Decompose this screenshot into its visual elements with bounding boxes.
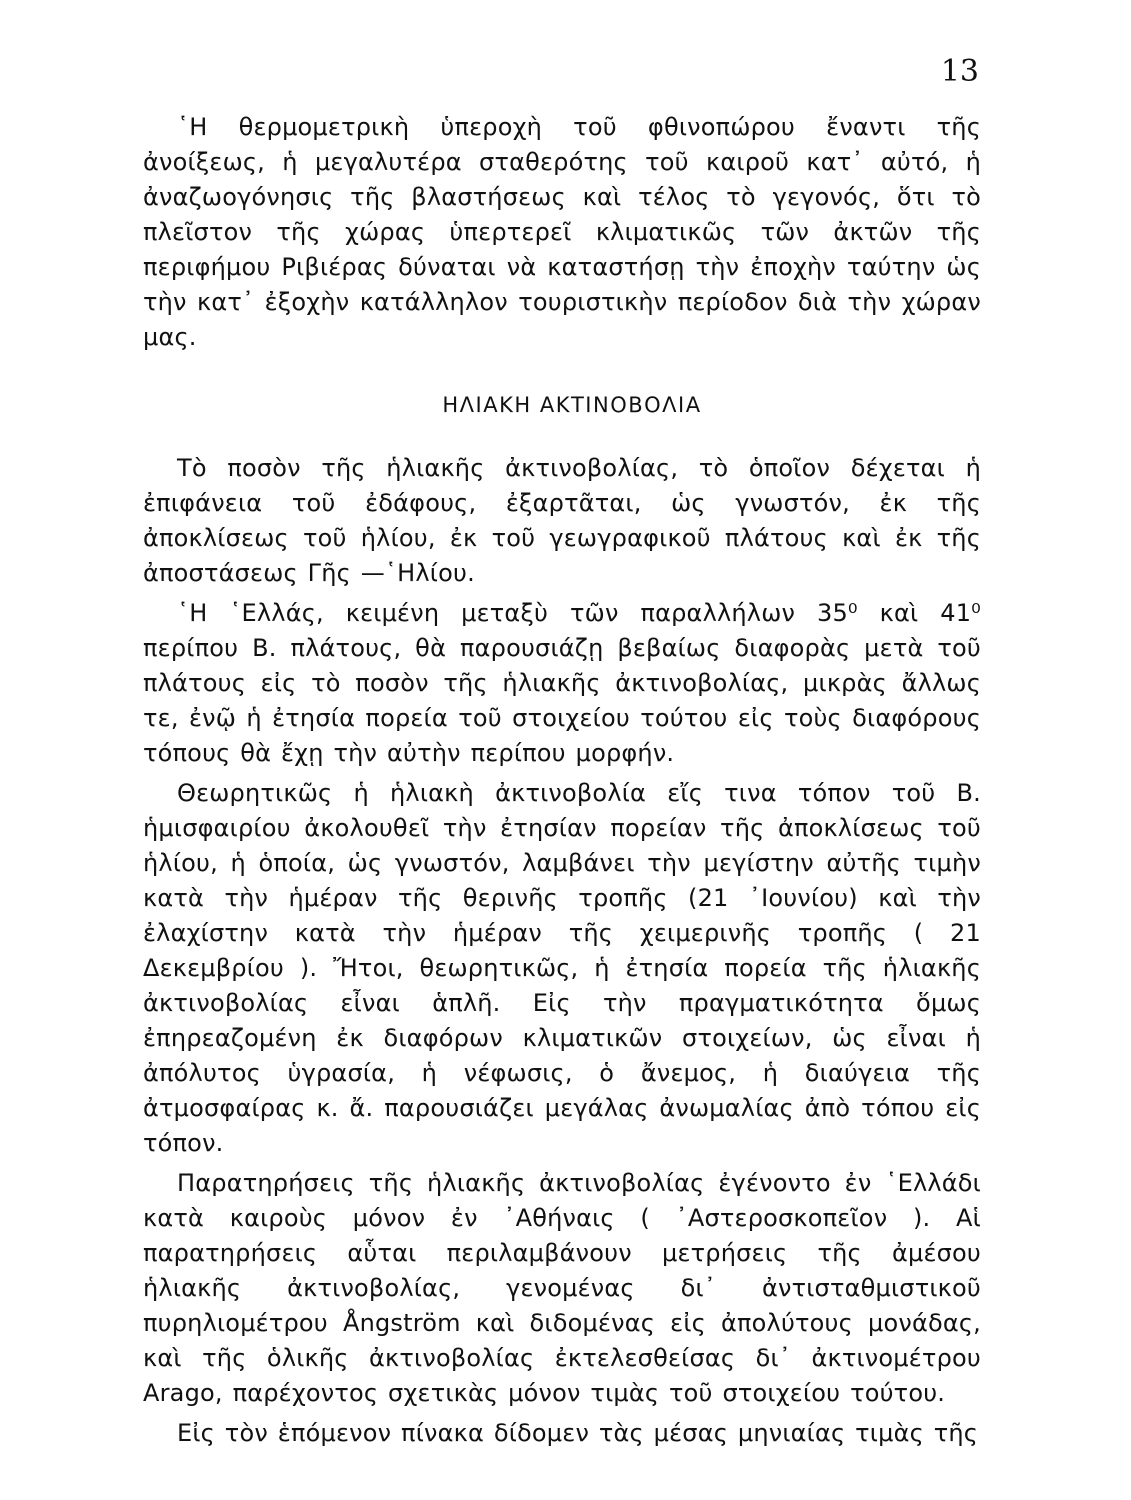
section-heading: ΗΛΙΑΚΗ ΑΚΤΙΝΟΒΟΛΙΑ [442, 393, 702, 417]
paragraph-solar-radiation-intro: Τὸ ποσὸν τῆς ἡλιακῆς ἀκτινοβολίας, τὸ ὁποῖον δέχεται ἡ ἐπιφάνεια τοῦ ἐδάφους, ἐξαρτᾶται, ὡς γνωστόν, ἐκ τῆς ἀποκλίσεως τοῦ ἡλίου, ἐκ τοῦ γεωγραφικοῦ πλάτους καὶ ἐκ τῆς ἀποστάσεως Γῆς —῾Ηλίου. [143, 454, 981, 587]
body-text [143, 110, 981, 1451]
paragraph-table-intro: Εἰς τὸν ἑπόμενον πίνακα δίδομεν τὰς μέσας μηνιαίας τιμὰς τῆς [177, 1419, 979, 1447]
paragraph-theoretical-course: Θεωρητικῶς ἡ ἡλιακὴ ἀκτινοβολία εἴς τινα τόπον τοῦ Β. ἡμισφαιρίου ἀκολουθεῖ τὴν ἐτησίαν πορείαν τῆς ἀποκλίσεως τοῦ ἡλίου, ἡ ὁποία, ὡς γνωστόν, λαμβάνει τὴν μεγίστην αὐτῆς τιμὴν κατὰ τὴν ἡμέραν τῆς θερινῆς τροπῆς (21 ᾽Ιουνίου) καὶ τὴν ἐλαχίστην κατὰ τὴν ἡμέραν τῆς χειμερινῆς τροπῆς ( 21 Δεκεμβρίου ). Ἤτοι, θεωρητικῶς, ἡ ἐτησία πορεία τῆς ἡλιακῆς ἀκτινοβολίας εἶναι ἁπλῆ. Εἰς τὴν πραγματικότητα ὅμως ἐπηρεαζομένη ἐκ διαφόρων κλιματικῶν στοιχείων, ὡς εἶναι ἡ ἀπόλυτος ὑγρασία, ἡ νέφωσις, ὁ ἄνεμος, ἡ διαύγεια τῆς ἀτμοσφαίρας κ. ἄ. παρουσιάζει μεγάλας ἀνωμαλίας ἀπὸ τόπου εἰς τόπον. [143, 779, 981, 1157]
paragraph-greece-latitude: ῾Η ῾Ελλάς, κειμένη μεταξὺ τῶν παραλλήλων 35⁰ καὶ 41⁰ περίπου Β. πλάτους, θὰ παρουσιάζῃ βεβαίως διαφορὰς μετὰ τοῦ πλάτους εἰς τὸ ποσὸν τῆς ἡλιακῆς ἀκτινοβολίας, μικρὰς ἄλλως τε, ἐνῷ ἡ ἐτησία πορεία τοῦ στοιχείου τούτου εἰς τοὺς διαφόρους τόπους θὰ ἔχῃ τὴν αὐτὴν περίπου μορφήν. [143, 599, 981, 767]
paragraph-observations: Παρατηρήσεις τῆς ἡλιακῆς ἀκτινοβολίας ἐγένοντο ἐν ῾Ελλάδι κατὰ καιροὺς μόνον ἐν ᾽Αθήναις ( ᾽Αστεροσκοπεῖον ). Αἱ παρατηρήσεις αὗται περιλαμβάνουν μετρήσεις τῆς ἀμέσου ἡλιακῆς ἀκτινοβολίας, γενομένας δι᾽ ἀντισταθμιστικοῦ πυρηλιομέτρου Ångström καὶ διδομένας εἰς ἀπολύτους μονάδας, καὶ τῆς ὁλικῆς ἀκτινοβολίας ἐκτελεσθείσας δι᾽ ἀκτινομέτρου Arago, παρέχοντος σχετικὰς μόνον τιμὰς τοῦ στοιχείου τούτου. [143, 1169, 981, 1407]
paragraph-autumn: ῾Η θερμομετρικὴ ὑπεροχὴ τοῦ φθινοπώρου ἔναντι τῆς ἀνοίξεως, ἡ μεγαλυτέρα σταθερότης τοῦ καιροῦ κατ᾽ αὐτό, ἡ ἀναζωογόνησις τῆς βλαστήσεως καὶ τέλος τὸ γεγονός, ὅτι τὸ πλεῖστον τῆς χώρας ὑπερτερεῖ κλιματικῶς τῶν ἀκτῶν τῆς περιφήμου Ριβιέρας δύναται νὰ καταστήσῃ τὴν ἐποχὴν ταύτην ὡς τὴν κατ᾽ ἐξοχὴν κατάλληλον τουριστικὴν περίοδον διὰ τὴν χώραν μας. [143, 113, 981, 351]
page-number: 13 [940, 54, 979, 89]
